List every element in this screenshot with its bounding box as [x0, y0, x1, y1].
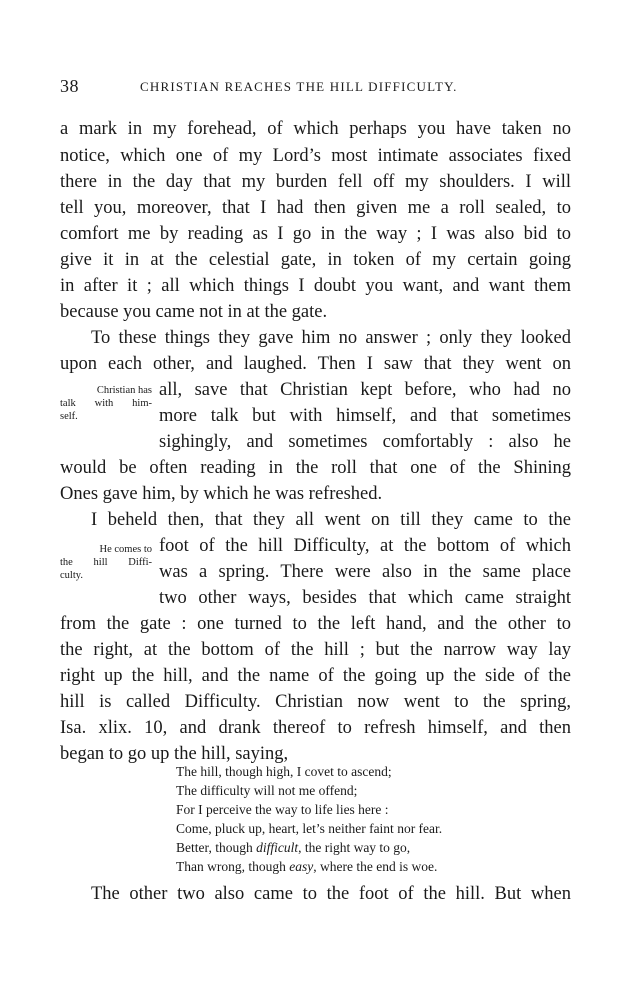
sidenote-line: the hill Diffi-: [60, 557, 152, 568]
text-line: tell you, moreover, that I had then given me a roll sealed, to: [60, 198, 571, 218]
poem-text: Than wrong, though: [176, 859, 290, 874]
text-line: more talk but with himself, and that sometimes: [159, 406, 571, 426]
text-line: hill is called Difficulty. Christian now went to the spring,: [60, 692, 571, 712]
text-line: Ones gave him, by which he was refreshed.: [60, 484, 383, 504]
text-line: in after it ; all which things I doubt you want, and want them: [60, 276, 571, 296]
text-line: To these things they gave him no answer ; only they looked: [91, 328, 571, 348]
text-line: Isa. xlix. 10, and drank thereof to refresh himself, and then: [60, 718, 571, 738]
text-line: sighingly, and sometimes comfortably : also he: [159, 432, 571, 452]
poem-line: [176, 857, 496, 876]
sidenote-christian-talk: [60, 384, 152, 423]
sidenote-line: self.: [60, 411, 78, 422]
poem-line: Come, pluck up, heart, let’s neither faint nor fear.: [176, 821, 443, 836]
sidenote-line: Christian has: [96, 385, 152, 396]
text-line: right up the hill, and the name of the going up the side of the: [60, 666, 571, 686]
poem-emphasis: difficult: [256, 840, 299, 855]
poem-line: [176, 838, 496, 857]
text-line: give it in at the celestial gate, in token of my certain going: [60, 250, 571, 270]
text-line: the right, at the bottom of the hill ; but the narrow way lay: [60, 640, 571, 660]
text-line: I beheld then, that they all went on till they came to the: [91, 510, 571, 530]
text-line: The other two also came to the foot of the hill. But when: [91, 884, 571, 904]
text-line: because you came not in at the gate.: [60, 302, 328, 322]
poem-line: The difficulty will not me offend;: [176, 783, 358, 798]
poem: [176, 762, 496, 876]
text-line: notice, which one of my Lord’s most intimate associates fixed: [60, 146, 571, 166]
poem-line: The hill, though high, I covet to ascend;: [176, 764, 392, 779]
text-line: there in the day that my burden fell off my shoulders. I will: [60, 172, 571, 192]
poem-text: Better, though: [176, 840, 257, 855]
sidenote-line: talk with him-: [60, 398, 152, 409]
running-head: CHRISTIAN REACHES THE HILL DIFFICULTY.: [140, 79, 458, 94]
text-line: was a spring. There were also in the same place: [159, 562, 571, 582]
page-number: 38: [60, 76, 79, 96]
poem-line: For I perceive the way to life lies here :: [176, 802, 389, 817]
text-line: comfort me by reading as I go in the way ; I was also bid to: [60, 224, 571, 244]
page-header: [60, 76, 570, 100]
text-line: from the gate : one turned to the left hand, and the other to: [60, 614, 571, 634]
poem-text: , where the end is woe.: [313, 859, 438, 874]
text-line: a mark in my forehead, of which perhaps you have taken no: [60, 119, 571, 139]
sidenote-line: He comes to: [99, 544, 152, 555]
poem-emphasis: easy: [289, 859, 314, 874]
sidenote-line: culty.: [60, 570, 83, 581]
text-line: would be often reading in the roll that one of the Shining: [60, 458, 571, 478]
text-line: all, save that Christian kept before, who had no: [159, 380, 571, 400]
text-line: upon each other, and laughed. Then I saw that they went on: [60, 354, 571, 374]
sidenote-hill-difficulty: [60, 543, 152, 582]
text-line: two other ways, besides that which came straight: [159, 588, 571, 608]
text-line: began to go up the hill, saying,: [60, 744, 289, 764]
poem-text: , the right way to go,: [298, 840, 411, 855]
text-line: foot of the hill Difficulty, at the bottom of which: [159, 536, 571, 556]
